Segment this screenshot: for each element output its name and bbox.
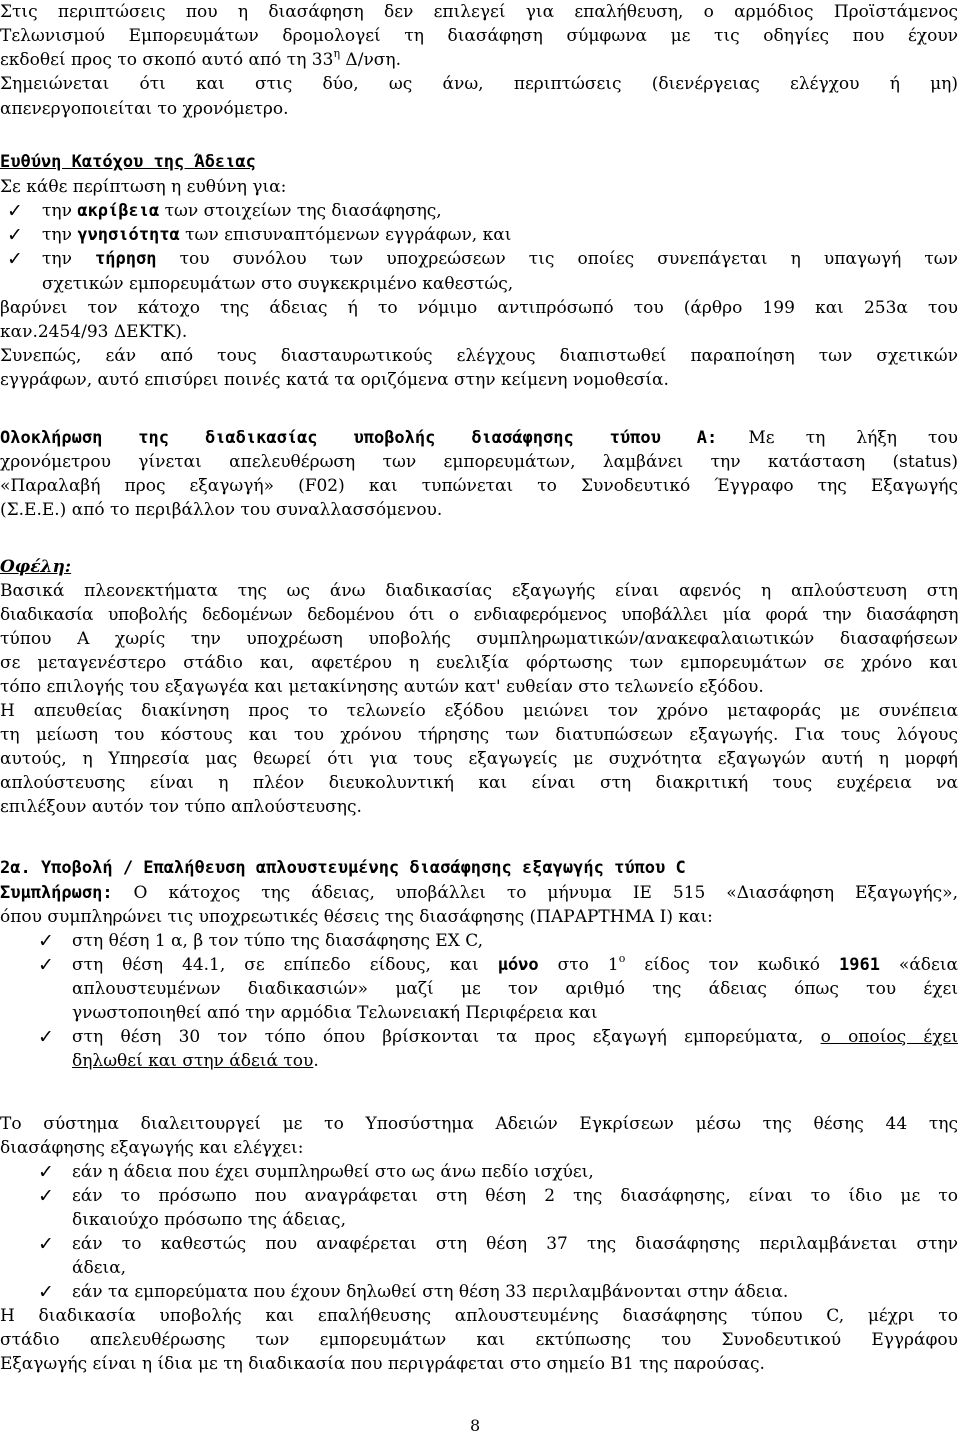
- bullet-item: εάν το πρόσωπο που αναγράφεται στη θέση 2 της διασάφησης, είναι το ίδιο με το: [72, 1186, 958, 1206]
- bullet-item: εάν η άδεια που έχει συμπληρωθεί στο ως άνω πεδίο ισχύει,: [72, 1162, 594, 1182]
- paragraph-line: Συνεπώς, εάν από τους διασταυρωτικούς ελέγχους διαπιστωθεί παραποίηση των σχετικών: [0, 346, 958, 366]
- checkmark-icon: ✓: [38, 1026, 54, 1048]
- bullet-item: εάν τα εμπορεύματα που έχουν δηλωθεί στη θέση 33 περιλαμβάνονται στην άδεια.: [72, 1282, 789, 1302]
- bullet-item: στη θέση 44.1, σε επίπεδο είδους, και μόνο στο $1^o$ είδος τον κωδικό 1961 «άδεια: [72, 952, 958, 975]
- bullet-item-continuation: γνωστοποιηθεί από την αρμόδια Τελωνειακή Περιφέρεια και: [72, 1003, 598, 1023]
- superscript: ο: [618, 952, 626, 966]
- checkmark-icon: ✓: [7, 224, 23, 246]
- bullet-item-continuation: άδεια,: [72, 1258, 127, 1278]
- checkmark-icon: ✓: [38, 930, 54, 952]
- checkmark-icon: ✓: [7, 248, 23, 270]
- bullet-item: εάν το καθεστώς που αναφέρεται στη θέση 37 της διασάφησης περιλαμβάνεται στην: [72, 1234, 958, 1254]
- paragraph-line: χρονόμετρου γίνεται απελευθέρωση των εμπορευμάτων, λαμβάνει την κατάσταση (status): [0, 452, 958, 472]
- paragraph-line: Τελωνισμού Εμπορευμάτων δρομολογεί τη διασάφηση σύμφωνα με τις οδηγίες που έχουν: [0, 26, 958, 46]
- checkmark-icon: ✓: [38, 1233, 54, 1255]
- checkmark-icon: ✓: [38, 1161, 54, 1183]
- paragraph-line: τύπου Α χωρίς την υποχρέωση υποβολής συμπληρωματικών/ανακεφαλαιωτικών διασαφήσεων: [0, 629, 958, 649]
- section-heading: 2α. Υποβολή / Επαλήθευση απλουστευμένης διασάφησης εξαγωγής τύπου C: [0, 858, 686, 878]
- paragraph-line: «Παραλαβή προς εξαγωγή» (F02) και τυπώνεται το Συνοδευτικό Έγγραφο της Εξαγωγής: [0, 476, 958, 496]
- paragraph-line: Σε κάθε περίπτωση η ευθύνη για:: [0, 177, 287, 197]
- paragraph-line: Συμπλήρωση: Ο κάτοχος της άδειας, υποβάλλει το μήνυμα IE 515 «Διασάφηση Εξαγωγής»,: [0, 883, 958, 903]
- paragraph-line: Η απευθείας διακίνηση προς το τελωνείο εξόδου μειώνει τον χρόνο μεταφοράς με συνέπεια: [0, 701, 958, 721]
- section-heading: Ευθύνη Κατόχου της Άδειας: [0, 152, 256, 172]
- checkmark-icon: ✓: [38, 1281, 54, 1303]
- page-number: 8: [470, 1416, 481, 1435]
- completion-heading: Ολοκλήρωση της διαδικασίας υποβολής διασάφησης τύπου Α:: [0, 428, 718, 448]
- paragraph-line: Εξαγωγής είναι η ίδια με τη διαδικασία που περιγράφεται στο σημείο Β1 της παρούσας.: [0, 1354, 765, 1374]
- paragraph-line: απενεργοποιείται το χρονόμετρο.: [0, 99, 289, 119]
- paragraph-line: καν.2454/93 ΔΕΚΤΚ).: [0, 322, 188, 342]
- paragraph-line: Στις περιπτώσεις που η διασάφηση δεν επιλεγεί για επαλήθευση, ο αρμόδιος Προϊστάμενος: [0, 2, 958, 22]
- paragraph-line: Βασικά πλεονεκτήματα της ως άνω διαδικασίας εξαγωγής είναι αφενός η απλούστευση στη: [0, 581, 958, 601]
- checkmark-icon: ✓: [7, 200, 23, 222]
- fill-label: Συμπλήρωση:: [0, 883, 113, 903]
- paragraph-line: εγγράφων, αυτό επισύρει ποινές κατά τα οριζόμενα στην κείμενη νομοθεσία.: [0, 370, 669, 390]
- paragraph-line: βαρύνει τον κάτοχο της άδειας ή το νόμιμο αντιπρόσωπό του (άρθρο 199 και 253α του: [0, 298, 958, 318]
- paragraph-line: Ολοκλήρωση της διαδικασίας υποβολής διασάφησης τύπου Α: Με τη λήξη του: [0, 428, 959, 448]
- bullet-item: την ακρίβεια των στοιχείων της διασάφησης,: [42, 201, 442, 221]
- paragraph-line: επιλέξουν αυτόν τον τύπο απλούστευσης.: [0, 797, 362, 817]
- bullet-item: στη θέση 30 τον τόπο όπου βρίσκονται τα προς εξαγωγή εμπορεύματα, ο οποίος έχει: [72, 1027, 958, 1047]
- paragraph-line: διασάφησης εξαγωγής και ελέγχει:: [0, 1138, 304, 1158]
- paragraph-line: εκδοθεί προς το σκοπό αυτό από τη $33^\eta$ Δ/νση.: [0, 47, 401, 70]
- bullet-item-continuation: δικαιούχο πρόσωπο της άδειας,: [72, 1210, 346, 1230]
- paragraph-line: (Σ.Ε.Ε.) από το περιβάλλον του συναλλασσόμενου.: [0, 500, 443, 520]
- bullet-item: την τήρηση του συνόλου των υποχρεώσεων τις οποίες συνεπάγεται η υπαγωγή των: [42, 249, 959, 269]
- bullet-item-continuation: απλουστευμένων διαδικασιών» μαζί με τον αριθμό της άδειας όπως του έχει: [72, 979, 958, 999]
- code-1961: 1961: [838, 955, 880, 975]
- paragraph-line: Σημειώνεται ότι και στις δύο, ως άνω, περιπτώσεις (διενέργειας ελέγχου ή μη): [0, 74, 958, 94]
- paragraph-line: τόπο επιλογής του εξαγωγέα και μετακίνησης αυτών κατ' ευθείαν στο τελωνείο εξόδου.: [0, 677, 764, 697]
- paragraph-line: Η διαδικασία υποβολής και επαλήθευσης απλουστευμένης διασάφησης τύπου C, μέχρι το: [0, 1306, 958, 1326]
- bullet-item: την γνησιότητα των επισυναπτόμενων εγγράφων, και: [42, 225, 512, 245]
- paragraph-line: διαδικασία υποβολής δεδομένων δεδομένου ότι ο ενδιαφερόμενος υποβάλλει μία φορά την διασάφηση: [0, 605, 958, 625]
- bullet-item-continuation: δηλωθεί και στην άδειά του.: [72, 1051, 319, 1071]
- paragraph-line: αυτούς, η Υπηρεσία μας θεωρεί ότι για τους εξαγωγείς με συχνότητα εξαγωγών αυτή η μορφή: [0, 749, 958, 769]
- paragraph-line: Το σύστημα διαλειτουργεί με το Υποσύστημα Αδειών Εγκρίσεων μέσω της θέσης 44 της: [0, 1114, 958, 1134]
- checkmark-icon: ✓: [38, 1185, 54, 1207]
- checkmark-icon: ✓: [38, 954, 54, 976]
- paragraph-line: τη μείωση του κόστους και του χρόνου τήρησης των διατυπώσεων εξαγωγής. Για τους λόγους: [0, 725, 958, 745]
- bullet-item: στη θέση 1 α, β τον τύπο της διασάφησης EX C,: [72, 931, 484, 951]
- superscript: η: [333, 47, 341, 61]
- section-heading: Οφέλη:: [0, 557, 72, 577]
- paragraph-line: όπου συμπληρώνει τις υποχρεωτικές θέσεις της διασάφησης (ΠΑΡΑΡΤΗΜΑ Ι) και:: [0, 907, 713, 927]
- paragraph-line: απλούστευσης είναι η πλέον διευκολυντική και είναι στη διακριτική τους ευχέρεια να: [0, 773, 958, 793]
- bullet-item-continuation: σχετικών εμπορευμάτων στο συγκεκριμένο καθεστώς,: [42, 274, 514, 294]
- paragraph-line: σε μεταγενέστερο στάδιο και, αφετέρου η ευελιξία φόρτωσης των εμπορευμάτων σε χρόνο και: [0, 653, 958, 673]
- paragraph-line: στάδιο απελευθέρωσης των εμπορευμάτων και εκτύπωσης του Συνοδευτικού Εγγράφου: [0, 1330, 958, 1350]
